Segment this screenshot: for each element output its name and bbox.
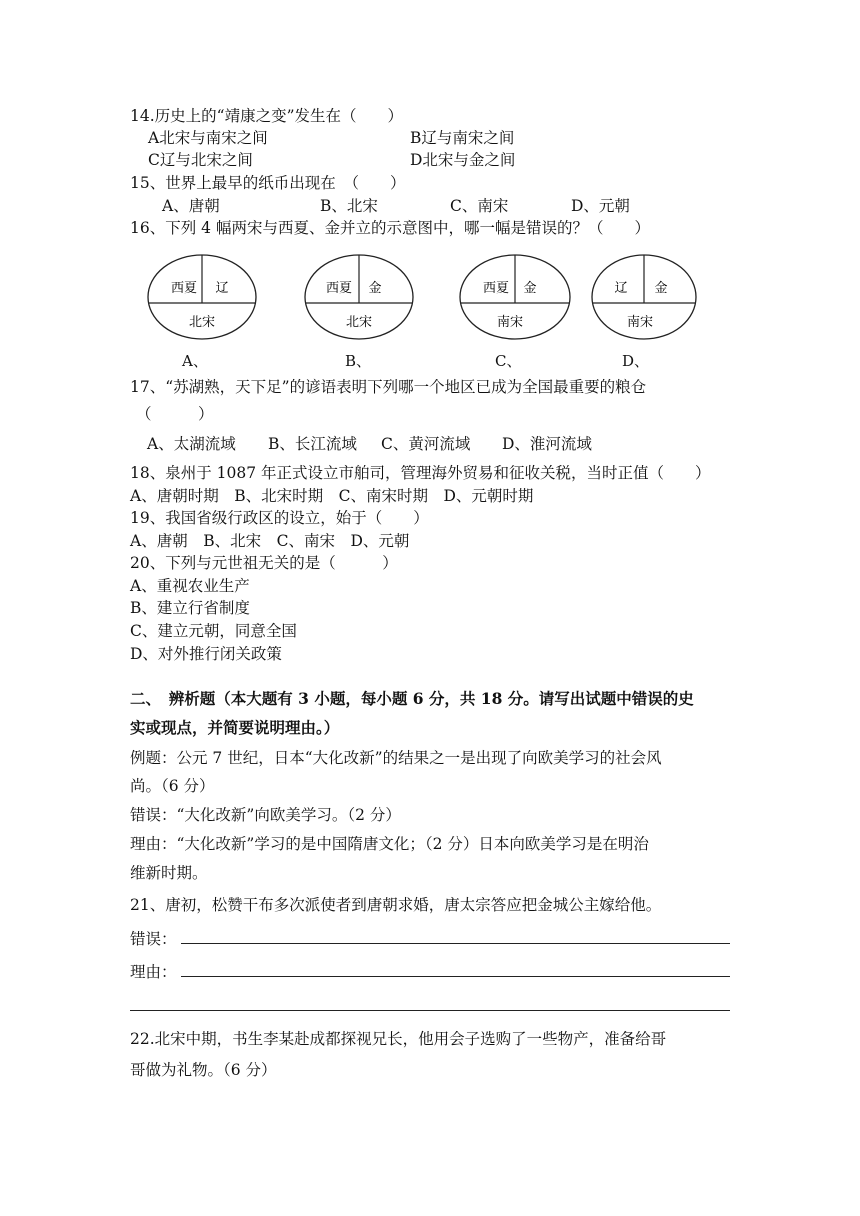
q17-stem: 17、“苏湖熟，天下足”的谚语表明下列哪一个地区已成为全国最重要的粮仓	[130, 378, 647, 396]
q19-stem: 19、我国省级行政区的设立，始于（ ）	[130, 509, 429, 527]
q22-line1: 22.北宋中期，书生李某赴成都探视兄长，他用会子选购了一些物产，准备给哥	[130, 1030, 667, 1048]
q14-option-c: C辽与北宋之间	[148, 151, 253, 169]
diagram-d-label: D、	[622, 352, 650, 370]
diagram-a-bottom: 北宋	[188, 315, 216, 330]
q14-option-b: B辽与南宋之间	[410, 129, 515, 147]
example-line2: 尚。（6 分）	[130, 777, 215, 795]
q18-stem: 18、泉州于 1087 年正式设立市舶司，管理海外贸易和征收关税，当时正值（ ）	[130, 464, 711, 482]
q16-stem: 16、下列 4 幅两宋与西夏、金并立的示意图中，哪一幅是错误的？（ ）	[130, 219, 650, 237]
diagram-c-top-left: 西夏	[482, 281, 510, 296]
section2-heading-line2: 实或现点，并简要说明理由。）	[130, 718, 340, 737]
q20-stem: 20、下列与元世祖无关的是（ ）	[130, 554, 398, 572]
diagram-a	[146, 252, 258, 342]
q17-paren: （ ）	[136, 405, 214, 423]
diagram-b-top-right: 金	[368, 281, 382, 296]
q17-option-c: C、黄河流域	[381, 435, 471, 453]
example-reason-line2: 维新时期。	[130, 864, 208, 882]
q14-option-a: A北宋与南宋之间	[148, 129, 268, 147]
diagram-b	[303, 252, 415, 342]
diagram-c-bottom: 南宋	[496, 315, 524, 330]
q21-stem: 21、唐初，松赞干布多次派使者到唐朝求婚，唐太宗答应把金城公主嫁给他。	[130, 896, 662, 914]
q15-option-d: D、元朝	[571, 197, 630, 215]
q14-stem: 14.历史上的“靖康之变”发生在（ ）	[130, 107, 403, 125]
q20-option-a: A、重视农业生产	[130, 577, 250, 595]
q17-option-a: A、太湖流域	[147, 435, 236, 453]
q21-reason-answer-line-2[interactable]	[130, 1010, 730, 1011]
q19-options: A、唐朝 B、北宋 C、南宋 D、元朝	[130, 532, 410, 550]
q17-option-d: D、淮河流域	[502, 435, 592, 453]
example-error: 错误：“大化改新”向欧美学习。（2 分）	[130, 806, 401, 824]
q17-option-b: B、长江流域	[268, 435, 357, 453]
q15-option-b: B、北宋	[320, 197, 378, 215]
q21-error-answer-line[interactable]	[181, 943, 730, 944]
diagram-c-top-right: 金	[523, 281, 537, 296]
diagram-d	[590, 252, 698, 342]
diagram-c	[458, 252, 572, 342]
section2-heading-line1: 二、 辨析题（本大题有 3 小题，每小题 6 分，共 18 分。请写出试题中错误的史	[130, 689, 694, 708]
q20-option-b: B、建立行省制度	[130, 599, 250, 617]
diagram-c-label: C、	[495, 352, 522, 370]
q15-option-a: A、唐朝	[162, 197, 220, 215]
q21-error-label: 错误：	[130, 930, 177, 948]
q15-stem: 15、世界上最早的纸币出现在 （ ）	[130, 174, 406, 192]
diagram-b-label: B、	[345, 352, 372, 370]
q14-option-d: D北宋与金之间	[410, 151, 516, 169]
diagram-a-top-right: 辽	[215, 281, 229, 296]
diagram-b-top-left: 西夏	[325, 281, 353, 296]
example-line1: 例题：公元 7 世纪，日本“大化改新”的结果之一是出现了向欧美学习的社会风	[130, 749, 662, 767]
diagram-a-top-left: 西夏	[170, 281, 198, 296]
q20-option-d: D、对外推行闭关政策	[130, 645, 282, 663]
diagram-d-top-left: 辽	[614, 281, 628, 296]
diagram-b-bottom: 北宋	[345, 315, 373, 330]
diagram-d-bottom: 南宋	[626, 315, 654, 330]
q20-option-c: C、建立元朝，同意全国	[130, 622, 297, 640]
q15-option-c: C、南宋	[450, 197, 509, 215]
q22-line2: 哥做为礼物。（6 分）	[130, 1061, 277, 1079]
example-reason-line1: 理由：“大化改新”学习的是中国隋唐文化；（2 分）日本向欧美学习是在明治	[130, 835, 649, 853]
q18-options: A、唐朝时期 B、北宋时期 C、南宋时期 D、元朝时期	[130, 487, 534, 505]
q21-reason-label: 理由：	[130, 963, 177, 981]
diagram-a-label: A、	[182, 352, 208, 370]
diagram-d-top-right: 金	[654, 281, 668, 296]
q21-reason-answer-line[interactable]	[181, 976, 730, 977]
